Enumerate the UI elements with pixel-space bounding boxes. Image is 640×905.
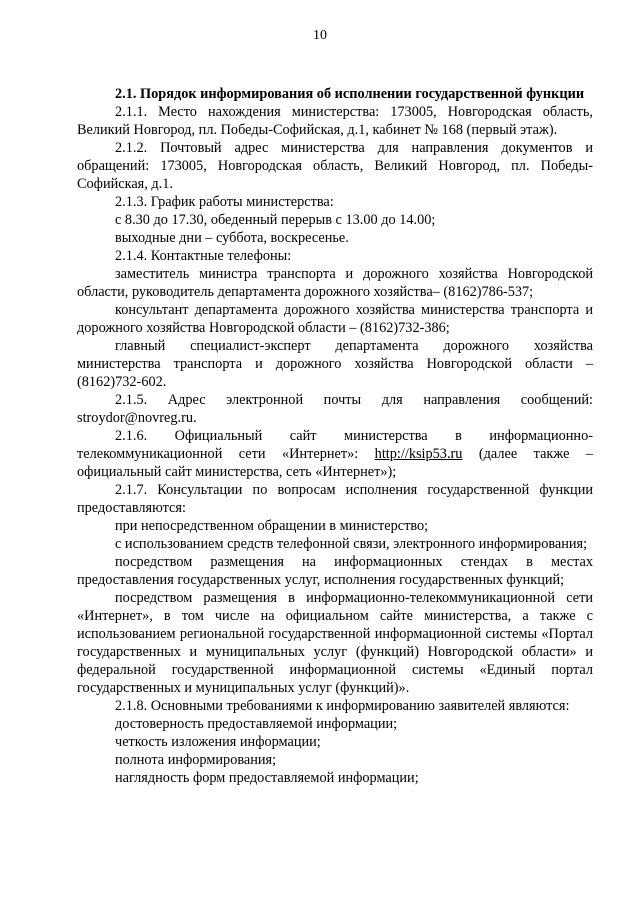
paragraph-phone-specialist: главный специалист-эксперт департамента дорожного хозяйства министерства транспорта и дорожного хозяйства Новгородской области – (8162)732-602.: [77, 338, 593, 390]
paragraph-website: [77, 427, 593, 481]
paragraph-phone-consultant: консультант департамента дорожного хозяйства министерства транспорта и дорожного хозяйства Новгородской области – (8162)732-386;: [77, 302, 593, 336]
paragraph-phone-deputy: заместитель министра транспорта и дорожного хозяйства Новгородской области, руководитель департамента дорожного хозяйства– (8162)786-537;: [77, 266, 593, 300]
paragraph-schedule-title: 2.1.3. График работы министерства:: [115, 194, 334, 210]
paragraph-email: 2.1.5. Адрес электронной почты для направления сообщений: stroydor@novreg.ru.: [77, 392, 593, 426]
paragraph-phone-electronic: с использованием средств телефонной связи, электронного информирования;: [115, 536, 588, 552]
paragraph-direct-visit: при непосредственном обращении в министерство;: [115, 518, 429, 534]
paragraph-requirements: 2.1.8. Основными требованиями к информированию заявителей являются:: [115, 698, 570, 714]
page-number: 10: [313, 28, 327, 43]
website-link[interactable]: http://ksip53.ru: [374, 446, 463, 462]
list-item-reliability: достоверность предоставляемой информации;: [115, 716, 398, 732]
website-text-before: 2.1.6. Официальный сайт министерства в информационно-телекоммуникационной сети «Интернет»:: [77, 428, 593, 462]
paragraph-postal-address: 2.1.2. Почтовый адрес министерства для направления документов и обращений: 173005, Новгородская область, Великий Новгород, пл. Победы-Софийская, д.1.: [77, 140, 593, 192]
list-item-completeness: полнота информирования;: [115, 752, 277, 768]
paragraph-consultations: 2.1.7. Консультации по вопросам исполнения государственной функции предоставляются:: [77, 482, 593, 516]
paragraph-working-hours: с 8.30 до 17.30, обеденный перерыв с 13.00 до 14.00;: [115, 212, 436, 228]
paragraph-days-off: выходные дни – суббота, воскресенье.: [115, 230, 349, 246]
section-heading: 2.1. Порядок информирования об исполнении государственной функции: [115, 86, 585, 102]
paragraph-location: 2.1.1. Место нахождения министерства: 173005, Новгородская область, Великий Новгород, пл. Победы-Софийская, д.1, кабинет № 168 (первый этаж).: [77, 104, 593, 138]
paragraph-info-stands: посредством размещения на информационных стендах в местах предоставления государственных услуг, исполнения государственных функций;: [77, 554, 593, 588]
list-item-visual-forms: наглядность форм предоставляемой информации;: [115, 770, 419, 786]
website-text-after: (далее также – официальный сайт министерства, сеть «Интернет»);: [77, 446, 594, 480]
document-body: [77, 85, 593, 787]
list-item-clarity: четкость изложения информации;: [115, 734, 321, 750]
paragraph-internet: посредством размещения в информационно-телекоммуникационной сети «Интернет», в том числе на официальном сайте министерства, а также с использованием региональной государственной информационной системы «Портал государственных и муниципальных услуг (функций) Новгородской области» и федеральной государственной информационной системы «Единый портал государственных и муниципальных услуг (функций)».: [77, 590, 593, 696]
paragraph-phones-title: 2.1.4. Контактные телефоны:: [115, 248, 292, 264]
